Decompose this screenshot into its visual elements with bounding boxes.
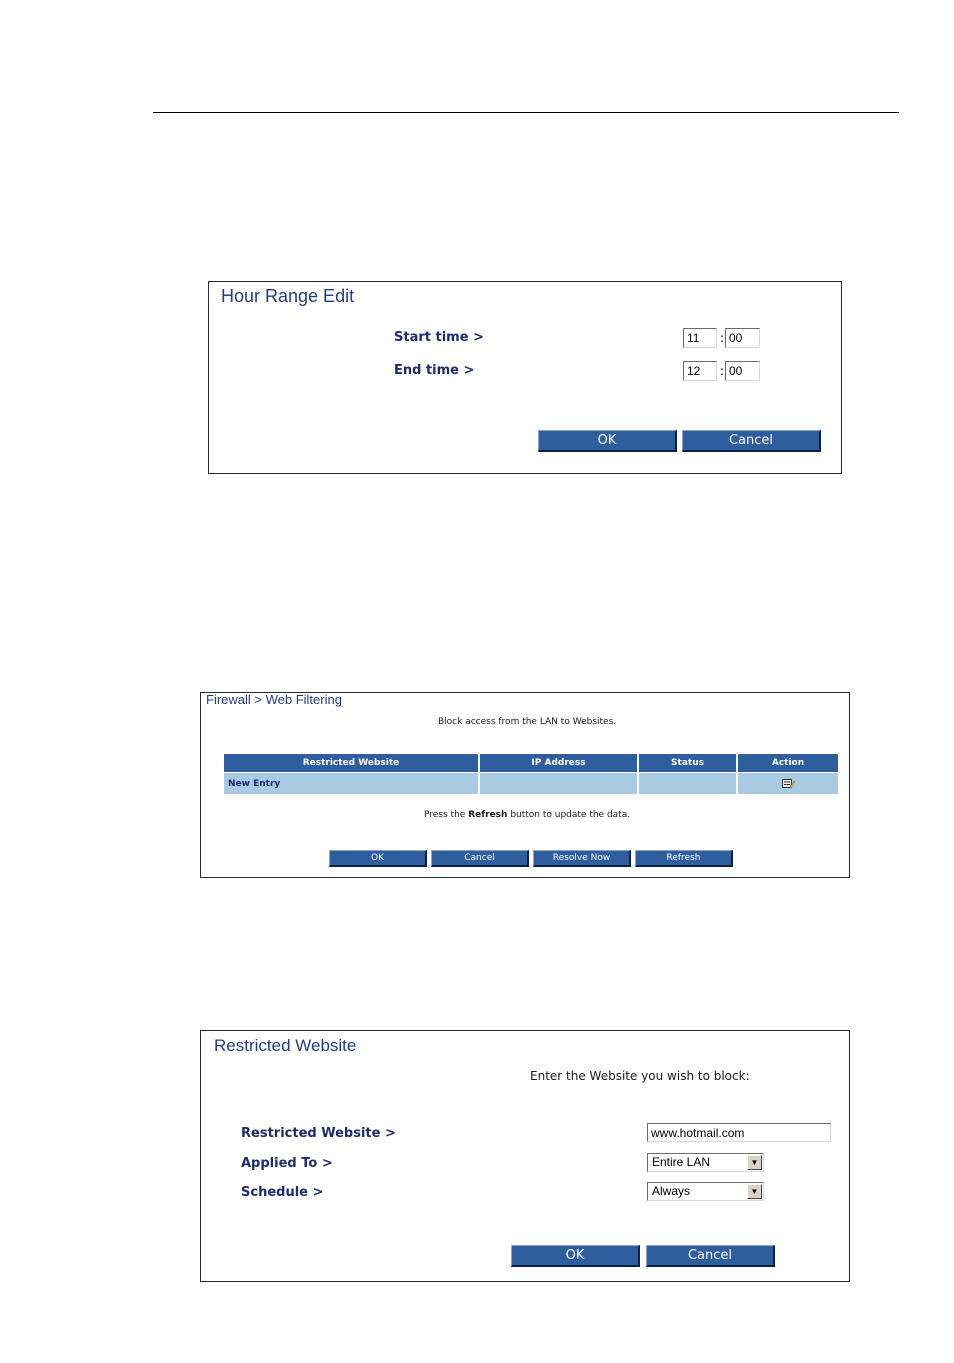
cancel-button[interactable]: Cancel — [682, 430, 821, 452]
website-input[interactable]: www.hotmail.com — [647, 1123, 831, 1142]
refresh-hint-post: button to update the data. — [507, 810, 631, 820]
applied-to-select[interactable] — [647, 1153, 764, 1172]
col-status: Status — [638, 754, 737, 773]
ok-button[interactable]: OK — [511, 1245, 640, 1267]
restricted-website-panel — [200, 1030, 850, 1282]
schedule-select[interactable] — [647, 1182, 764, 1201]
action-cell — [737, 773, 838, 795]
refresh-button[interactable]: Refresh — [635, 850, 733, 867]
col-ip-address: IP Address — [479, 754, 638, 773]
col-restricted-website: Restricted Website — [224, 754, 479, 773]
page-divider — [153, 112, 899, 113]
panel-title: Restricted Website — [214, 1036, 357, 1055]
schedule-value: Always — [652, 1184, 691, 1198]
refresh-hint-pre: Press the — [424, 810, 469, 820]
edit-icon[interactable] — [782, 778, 795, 789]
cancel-button[interactable]: Cancel — [646, 1245, 775, 1267]
new-entry-link[interactable]: New Entry — [224, 773, 479, 795]
page-description: Block access from the LAN to Websites. — [438, 717, 617, 727]
status-cell — [638, 773, 737, 795]
cancel-button[interactable]: Cancel — [431, 850, 529, 867]
ip-cell — [479, 773, 638, 795]
time-separator: : — [720, 364, 725, 378]
chevron-down-icon[interactable]: ▼ — [747, 1155, 762, 1170]
table-header-row — [224, 754, 838, 773]
ok-button[interactable]: OK — [538, 430, 677, 452]
chevron-down-icon[interactable]: ▼ — [747, 1184, 762, 1199]
time-separator: : — [720, 331, 725, 345]
col-action: Action — [737, 754, 838, 773]
refresh-hint-bold: Refresh — [468, 810, 508, 820]
refresh-hint — [424, 810, 630, 820]
table-row — [224, 773, 838, 795]
end-time-label: End time > — [394, 363, 475, 378]
breadcrumb: Firewall > Web Filtering — [206, 692, 342, 707]
panel-title: Hour Range Edit — [221, 286, 355, 306]
ok-button[interactable]: OK — [329, 850, 427, 867]
start-hour-input[interactable]: 11 — [683, 328, 717, 348]
end-minute-input[interactable]: 00 — [725, 361, 760, 381]
applied-to-label: Applied To > — [241, 1156, 333, 1171]
resolve-now-button[interactable]: Resolve Now — [533, 850, 631, 867]
restricted-website-label: Restricted Website > — [241, 1126, 396, 1141]
start-minute-input[interactable]: 00 — [725, 328, 760, 348]
start-time-label: Start time > — [394, 330, 484, 345]
schedule-label: Schedule > — [241, 1185, 324, 1200]
instruction-text: Enter the Website you wish to block: — [530, 1069, 750, 1083]
end-hour-input[interactable]: 12 — [683, 361, 717, 381]
applied-to-value: Entire LAN — [652, 1155, 711, 1169]
restricted-sites-table — [224, 754, 838, 794]
hour-range-edit-panel — [208, 281, 842, 474]
